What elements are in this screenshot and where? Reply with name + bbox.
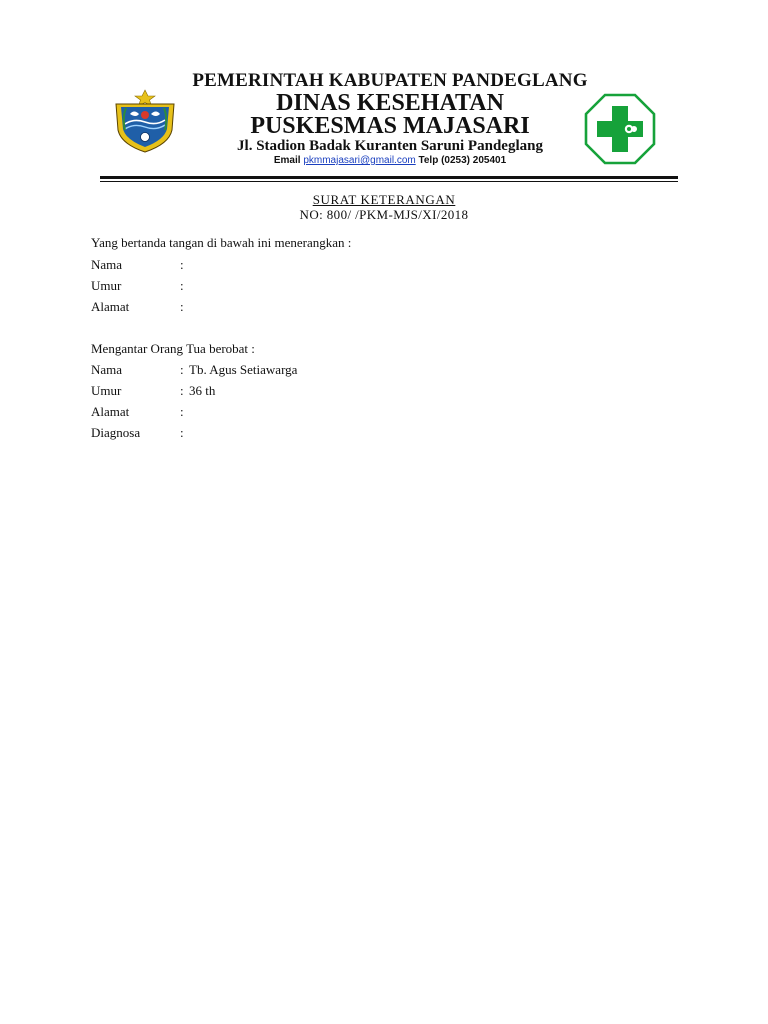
agency-name: DINAS KESEHATAN: [276, 90, 504, 116]
facility-address: Jl. Stadion Badak Kuranten Saruni Pandeglang: [237, 138, 543, 154]
field-label: Umur: [91, 278, 122, 293]
field-label: Umur: [91, 383, 122, 398]
field-colon: :: [180, 278, 184, 293]
field-colon: :: [180, 362, 184, 377]
email-link[interactable]: pkmmajasari@gmail.com: [303, 155, 416, 166]
field-label: Diagnosa: [91, 425, 141, 440]
document-title: SURAT KETERANGAN: [312, 192, 456, 207]
field-colon: :: [180, 299, 184, 314]
section1-intro: Yang bertanda tangan di bawah ini menerangkan :: [91, 235, 352, 250]
field-label: Alamat: [91, 299, 130, 314]
document-number: NO: 800/ /PKM-MJS/XI/2018: [299, 207, 469, 222]
field-label: Nama: [91, 257, 123, 272]
header-rule-thick: [100, 176, 678, 179]
field-value: 36 th: [189, 383, 216, 398]
field-value: Tb. Agus Setiawarga: [189, 362, 298, 377]
phone-number: Telp (0253) 205401: [418, 155, 507, 166]
field-colon: :: [180, 404, 184, 419]
puskesmas-green-cross-icon: [584, 93, 656, 165]
facility-name: PUSKESMAS MAJASARI: [250, 113, 530, 139]
field-label: Nama: [91, 362, 123, 377]
government-name: PEMERINTAH KABUPATEN PANDEGLANG: [192, 70, 588, 91]
field-colon: :: [180, 425, 184, 440]
field-colon: :: [180, 257, 184, 272]
email-label: Email: [273, 155, 301, 166]
contact-line: [160, 155, 620, 166]
letterhead: [0, 60, 768, 190]
field-colon: :: [180, 383, 184, 398]
header-rule-thin: [100, 181, 678, 182]
field-label: Alamat: [91, 404, 130, 419]
section2-intro: Mengantar Orang Tua berobat :: [91, 341, 255, 356]
